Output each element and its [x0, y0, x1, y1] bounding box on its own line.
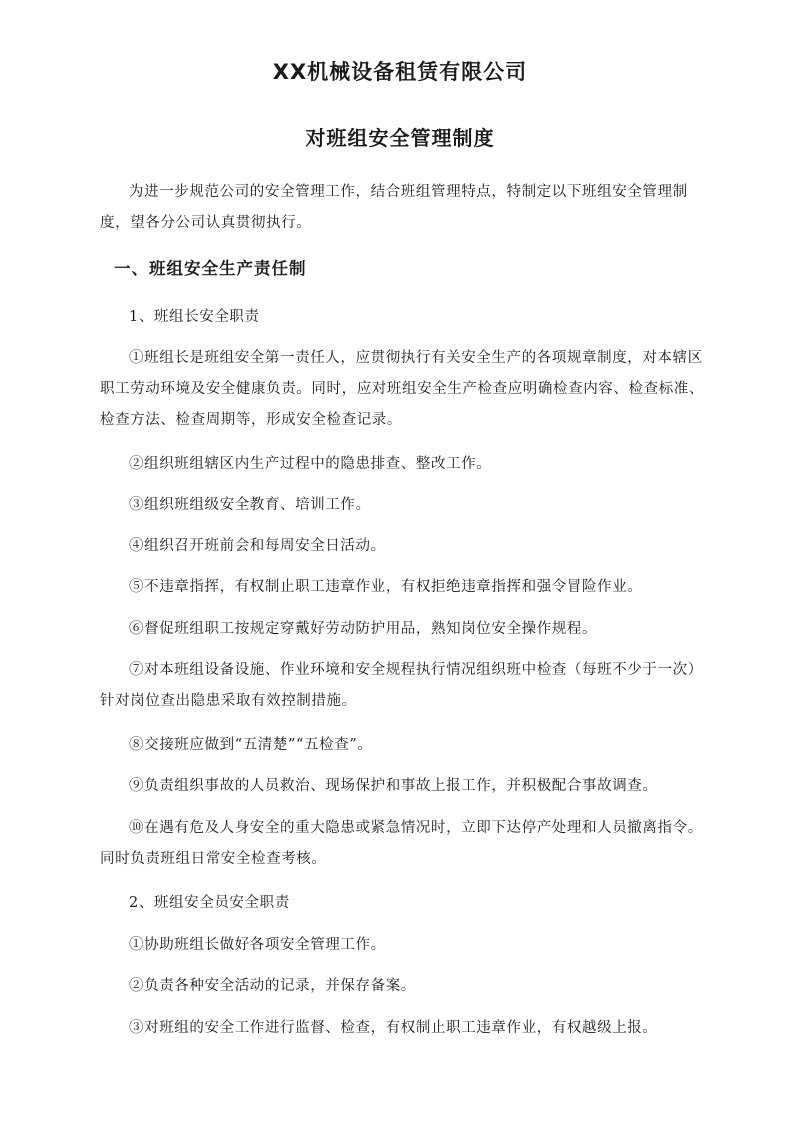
duty-item: ⑩在遇有危及人身安全的重大隐患或紧急情况时，立即下达停产处理和人员撤离指令。同时负责班组日常安全检查考核。 — [100, 820, 703, 867]
duty-item: ⑤不违章指挥，有权制止职工违章作业，有权拒绝违章指挥和强令冒险作业。 — [129, 579, 643, 595]
duty-item: ⑦对本班组设备设施、作业环境和安全规程执行情况组织班中检查（每班不少于一次）针对岗位查出隐患采取有效控制措施。 — [100, 662, 703, 709]
duty-item: ③组织班组级安全教育、培训工作。 — [129, 497, 371, 513]
section-heading: 一、班组安全生产责任制 — [114, 259, 307, 278]
duty-item: ①班组长是班组安全第一责任人，应贯彻执行有关安全生产的各项规章制度，对本辖区职工劳动环境及安全健康负责。同时，应对班组安全生产检查应明确检查内容、检查标准、检查方法、检查周期等，形成安全检查记录。 — [100, 350, 704, 428]
company-title: XX机械设备租赁有限公司 — [272, 60, 528, 84]
duty-item: ①协助班组长做好各项安全管理工作。 — [129, 937, 386, 953]
intro-paragraph: 为进一步规范公司的安全管理工作，结合班组管理特点，特制定以下班组安全管理制度，望各分公司认真贯彻执行。 — [100, 184, 688, 231]
subsection-heading-safety-officer: 2、班组安全员安全职责 — [129, 895, 290, 911]
duty-item: ⑥督促班组职工按规定穿戴好劳动防护用品，熟知岗位安全操作规程。 — [129, 621, 598, 637]
duty-item: ③对班组的安全工作进行监督、检查，有权制止职工违章作业，有权越级上报。 — [129, 1020, 658, 1036]
document-title: 对班组安全管理制度 — [305, 126, 495, 150]
duty-item: ②负责各种安全活动的记录，并保存备案。 — [129, 978, 416, 994]
duty-item: ④组织召开班前会和每周安全日活动。 — [129, 538, 386, 554]
duty-item: ⑨负责组织事故的人员救治、现场保护和事故上报工作，并积极配合事故调查。 — [129, 778, 658, 794]
subsection-heading-team-leader: 1、班组长安全职责 — [129, 309, 260, 325]
duty-item: ②组织班组辖区内生产过程中的隐患排查、整改工作。 — [129, 456, 492, 472]
duty-item: ⑧交接班应做到“五清楚”“五检查”。 — [129, 737, 373, 753]
